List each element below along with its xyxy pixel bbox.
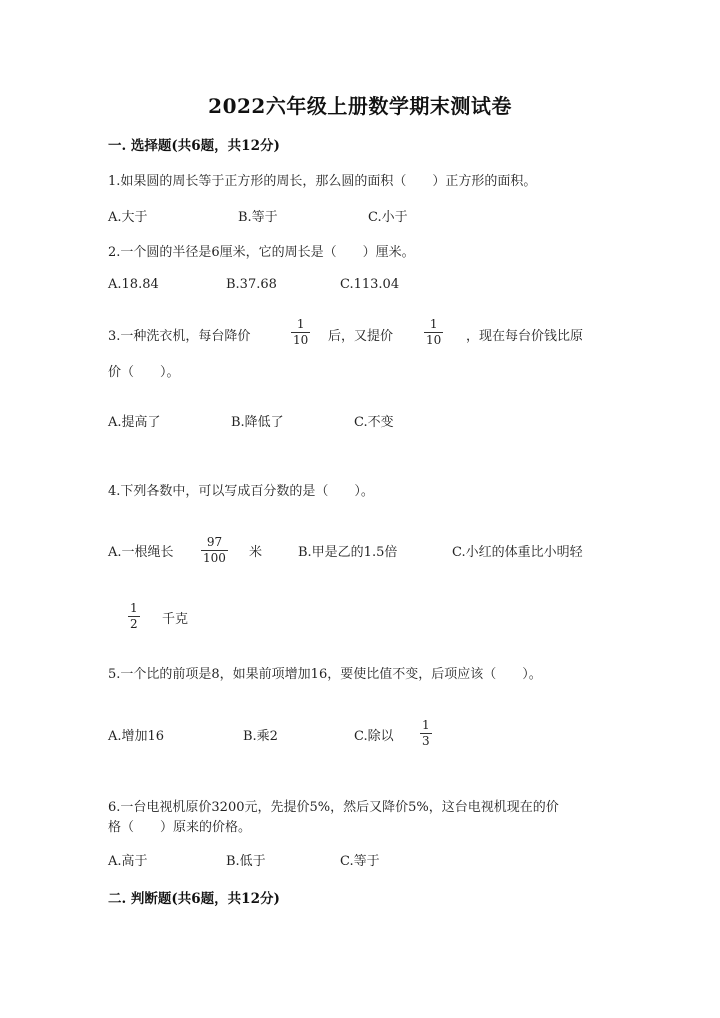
q4-option-a-suffix: 米	[249, 545, 263, 560]
q3-option-c: C.不变	[354, 415, 394, 430]
fraction-numerator: 1	[429, 317, 438, 331]
q3-fraction-1	[291, 318, 310, 347]
q3-fraction-2	[424, 318, 443, 347]
fraction-numerator: 1	[296, 317, 305, 331]
q4-option-a-prefix: A.一根绳长	[108, 545, 174, 560]
question-2: 2.一个圆的半径是6厘米，它的周长是（ ）厘米。	[108, 245, 415, 260]
fraction-numerator: 1	[130, 601, 138, 615]
q5-option-c-prefix: C.除以	[354, 729, 394, 744]
question-3-line2: 价（ ）。	[108, 365, 180, 380]
question-1: 1.如果圆的周长等于正方形的周长，那么圆的面积（ ）正方形的面积。	[108, 174, 537, 189]
fraction-denominator: 3	[422, 734, 430, 748]
section-heading-judgment: 二. 判断题(共6题，共12分)	[108, 891, 280, 907]
q1-option-b: B.等于	[238, 210, 278, 225]
section-heading-choice: 一. 选择题(共6题，共12分)	[108, 138, 280, 154]
q3-option-b: B.降低了	[231, 415, 284, 430]
question-6-line1: 6.一台电视机原价3200元，先提价5%，然后又降价5%，这台电视机现在的价	[108, 800, 559, 815]
q1-option-c: C.小于	[368, 210, 408, 225]
question-6-line2: 格（ ）原来的价格。	[108, 820, 252, 835]
q5-option-b: B.乘2	[243, 729, 278, 744]
q5-option-c-fraction	[420, 719, 432, 748]
q4-option-c-suffix: 千克	[162, 612, 189, 627]
question-3-part2: 后，又提价	[328, 329, 394, 344]
fraction-numerator: 97	[206, 535, 223, 549]
q6-option-b: B.低于	[226, 854, 266, 869]
q4-option-c-prefix: C.小红的体重比小明轻	[452, 545, 583, 560]
q6-option-c: C.等于	[340, 854, 380, 869]
q1-option-a: A.大于	[108, 210, 148, 225]
fraction-numerator: 1	[422, 718, 430, 732]
q4-option-b: B.甲是乙的1.5倍	[298, 545, 398, 560]
q3-option-a: A.提高了	[108, 415, 161, 430]
question-3-part1: 3.一种洗衣机，每台降价	[108, 329, 251, 344]
q2-option-b: B.37.68	[226, 277, 277, 292]
q5-option-a: A.增加16	[108, 729, 165, 744]
fraction-denominator: 10	[426, 333, 442, 347]
question-4: 4.下列各数中，可以写成百分数的是（ ）。	[108, 484, 374, 499]
question-5: 5.一个比的前项是8，如果前项增加16，要使比值不变，后项应该（ ）。	[108, 667, 542, 682]
fraction-denominator: 2	[130, 617, 138, 631]
question-3-part3: ，现在每台价钱比原	[466, 329, 584, 344]
q4-option-a-fraction	[201, 536, 228, 565]
fraction-denominator: 100	[203, 551, 226, 565]
q6-option-a: A.高于	[108, 854, 148, 869]
fraction-denominator: 10	[293, 333, 309, 347]
q2-option-c: C.113.04	[340, 277, 400, 292]
q2-option-a: A.18.84	[108, 277, 159, 292]
page-title: 2022六年级上册数学期末测试卷	[208, 94, 512, 118]
q4-option-c-fraction	[128, 602, 140, 631]
